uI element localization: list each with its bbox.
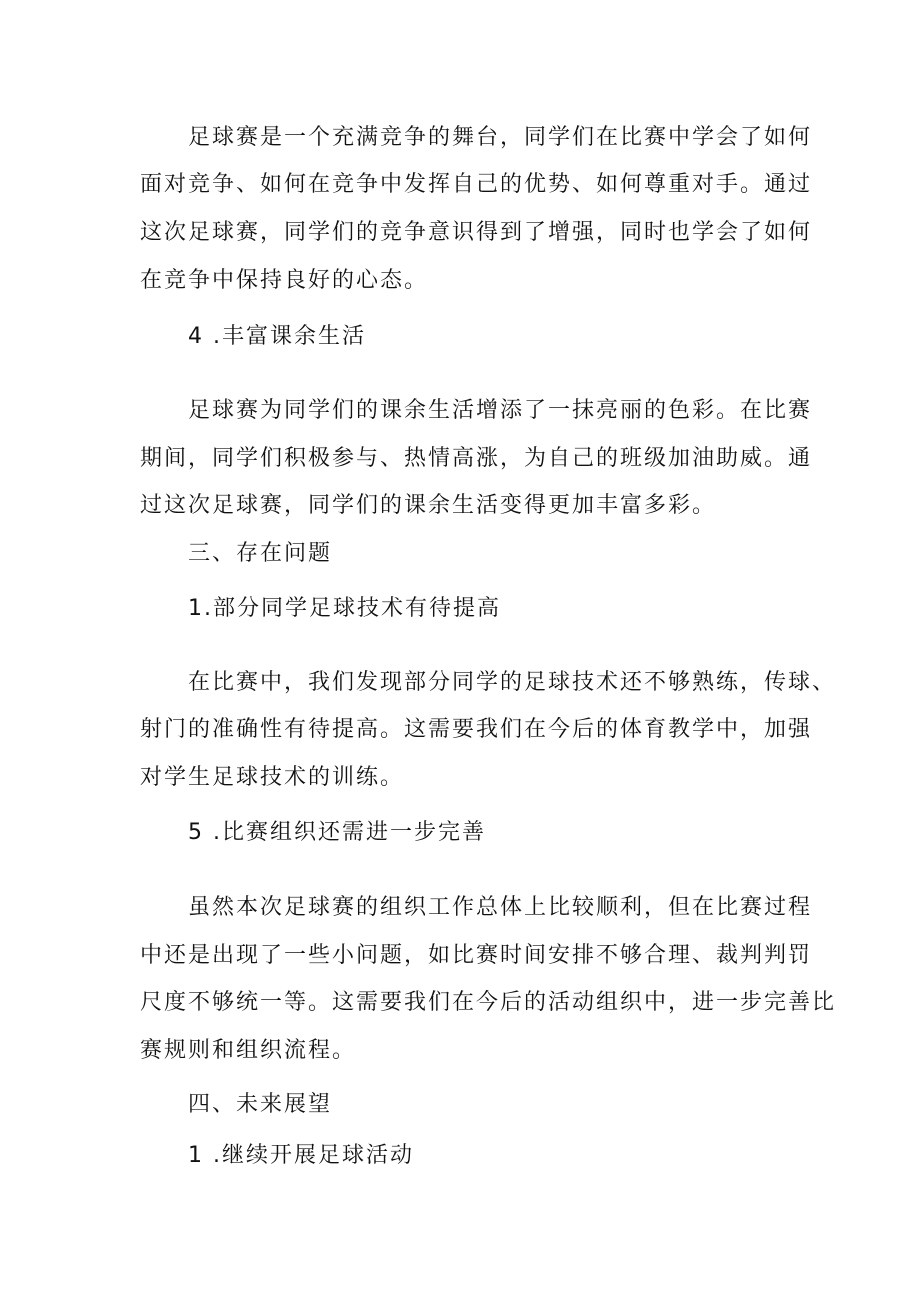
paragraph-organization-line-2: 中还是出现了一些小问题，如比赛时间安排不够合理、裁判判罚 [140,943,813,968]
section-heading-problems: 三、存在问题 [188,541,333,566]
paragraph-organization-line-3: 尺度不够统一等。这需要我们在今后的活动组织中，进一步完善比 [140,990,837,1015]
paragraph-competition-line-2: 面对竞争、如何在竞争中发挥自己的优势、如何尊重对手。通过 [140,172,813,197]
paragraph-organization-line-4: 赛规则和组织流程。 [140,1038,357,1063]
paragraph-enrich-line-1: 足球赛为同学们的课余生活增添了一抹亮丽的色彩。在比赛 [188,398,813,423]
paragraph-skills-line-3: 对学生足球技术的训练。 [140,765,405,790]
heading-skills: 1.部分同学足球技术有待提高 [188,596,501,621]
paragraph-skills-line-2: 射门的准确性有待提高。这需要我们在今后的体育教学中，加强 [140,717,813,742]
heading-organization: 5 .比赛组织还需进一步完善 [188,820,486,845]
paragraph-competition-line-1: 足球赛是一个充满竞争的舞台，同学们在比赛中学会了如何 [188,125,813,150]
paragraph-skills-line-1: 在比赛中，我们发现部分同学的足球技术还不够熟练，传球、 [188,670,837,695]
section-heading-outlook: 四、未来展望 [188,1092,333,1117]
paragraph-organization-line-1: 虽然本次足球赛的组织工作总体上比较顺利，但在比赛过程 [188,895,813,920]
heading-continue-activities: 1 .继续开展足球活动 [188,1143,414,1168]
heading-enrich-life: 4 .丰富课余生活 [188,324,366,349]
paragraph-competition-line-3: 这次足球赛，同学们的竞争意识得到了增强，同时也学会了如何 [140,220,813,245]
paragraph-competition-line-4: 在竞争中保持良好的心态。 [140,268,429,293]
paragraph-enrich-line-3: 过这次足球赛，同学们的课余生活变得更加丰富多彩。 [140,493,717,518]
paragraph-enrich-line-2: 期间，同学们积极参与、热情高涨，为自己的班级加油助威。通 [140,446,813,471]
